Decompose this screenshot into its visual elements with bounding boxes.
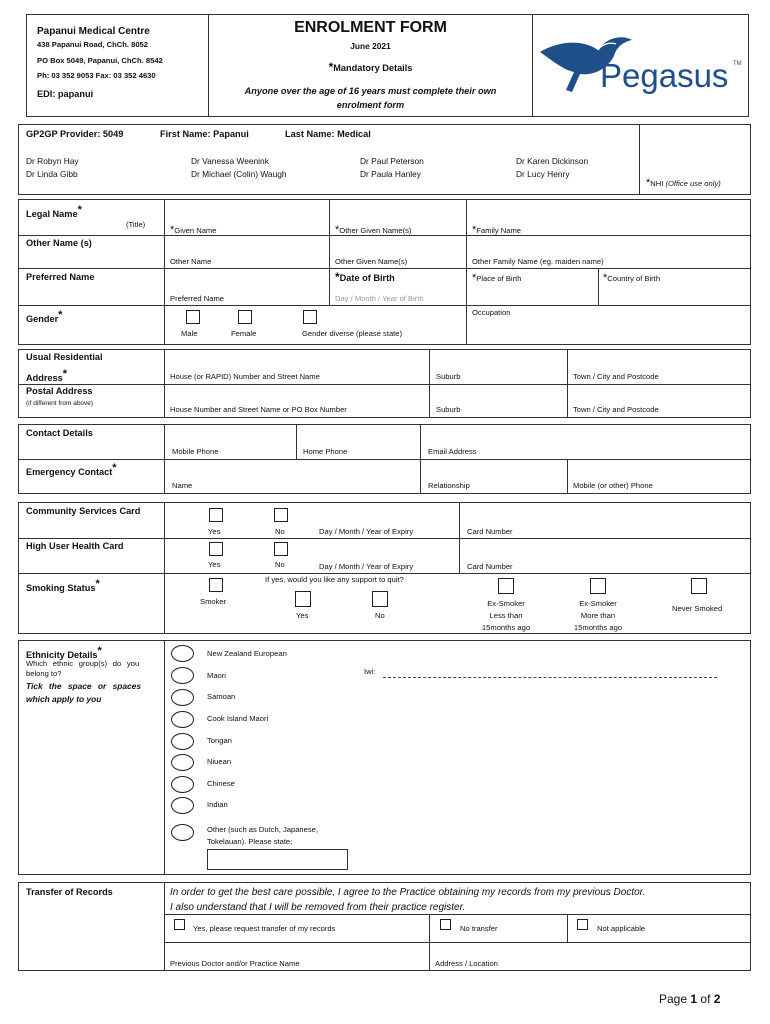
ec-name-label: Name: [172, 481, 193, 490]
given-name-label: *Given Name: [170, 224, 217, 236]
ec-mobile-label: Mobile (or other) Phone: [573, 481, 653, 490]
practice-phone: Ph: 03 352 9053 Fax: 03 352 4630: [37, 71, 156, 80]
occupation-label: Occupation: [472, 308, 511, 317]
mandatory-label: Mandatory Details: [333, 63, 413, 73]
quit-no-checkbox[interactable]: [372, 591, 388, 607]
doctor-name: Dr Lucy Henry: [516, 169, 570, 179]
huhc-no-label: No: [275, 560, 285, 569]
ethnicity-other-label-1: Other (such as Dutch, Japanese,: [207, 825, 319, 834]
ethnicity-option: Niuean: [207, 757, 232, 766]
postal-label: Postal Address: [26, 386, 93, 396]
logo-text: Pegasus: [600, 57, 729, 94]
previous-doctor-label: Previous Doctor and/or Practice Name: [170, 959, 300, 968]
csc-card-number-label: Card Number: [467, 527, 513, 536]
dob-label: *Date of Birth: [335, 270, 395, 284]
smoking-status-label: Smoking Status*: [26, 578, 100, 594]
form-date: June 2021: [350, 41, 391, 51]
smoker-checkbox[interactable]: [209, 578, 223, 592]
huhc-yes-checkbox[interactable]: [209, 542, 223, 556]
csc-yes-checkbox[interactable]: [209, 508, 223, 522]
doctor-name: Dr Paul Peterson: [360, 156, 424, 166]
transfer-na-label: Not applicable: [597, 924, 646, 933]
ex-smoker-less-checkbox[interactable]: [498, 578, 514, 594]
preferred-label: Preferred Name: [26, 272, 95, 282]
contact-details-label: Contact Details: [26, 428, 93, 438]
ethnicity-radio-niuean[interactable]: [171, 754, 194, 771]
smoker-label: Smoker: [200, 597, 227, 606]
usual-address-label-1: Usual Residential: [26, 352, 103, 362]
other-family-label: Other Family Name (eg. maiden name): [472, 257, 604, 266]
quit-yes-checkbox[interactable]: [295, 591, 311, 607]
family-name-label: *Family Name: [472, 224, 522, 236]
provider-last-name: Last Name: Medical: [285, 129, 371, 139]
preferred-name-label: Preferred Name: [170, 294, 225, 303]
ethnicity-radio-cook-island-maori[interactable]: [171, 711, 194, 728]
doctor-name: Dr Michael (Colin) Waugh: [191, 169, 287, 179]
gp2gp-provider: GP2GP Provider: 5049: [26, 129, 124, 139]
ethnicity-question-1: Which ethnic group(s) do you: [26, 659, 140, 668]
practice-edi: EDI: papanui: [37, 89, 94, 99]
star: *: [328, 60, 334, 74]
ex-smoker-more-checkbox[interactable]: [590, 578, 606, 594]
country-birth-label: *Country of Birth: [603, 272, 661, 284]
email-label: Email Address: [428, 447, 477, 456]
csc-expiry-label: Day / Month / Year of Expiry: [319, 527, 414, 536]
transfer-no-checkbox[interactable]: [440, 919, 451, 930]
other-given2-label: Other Given Name(s): [335, 257, 408, 266]
doctor-name: Dr Robyn Hay: [26, 156, 79, 166]
huhc-label: High User Health Card: [26, 541, 124, 551]
usual-address-label-2: Address*: [26, 368, 68, 384]
doctor-name: Dr Paula Hanley: [360, 169, 421, 179]
practice-address: 438 Papanui Road, ChCh. 8052: [37, 40, 148, 49]
huhc-yes-label: Yes: [208, 560, 221, 569]
page-number: Page 1 of 2: [659, 992, 721, 1006]
ethnicity-option: Cook Island Maori: [207, 714, 269, 723]
town-label: Town / City and Postcode: [573, 405, 659, 414]
ethnicity-radio-chinese[interactable]: [171, 776, 194, 793]
ethnicity-radio-indian[interactable]: [171, 797, 194, 814]
female-label: Female: [231, 329, 257, 338]
gender-diverse-checkbox[interactable]: [303, 310, 317, 324]
female-checkbox[interactable]: [238, 310, 252, 324]
doctor-name: Dr Linda Gibb: [26, 169, 78, 179]
transfer-yes-label: Yes, please request transfer of my records: [193, 924, 336, 933]
transfer-label: Transfer of Records: [26, 887, 113, 897]
ethnicity-box: [18, 640, 751, 875]
ex-smoker-less-label: Ex-Smoker Less than 15months ago: [481, 599, 531, 632]
other-name-label: Other Name: [170, 257, 212, 266]
other-given-label: *Other Given Name(s): [335, 224, 412, 236]
ethnicity-radio-tongan[interactable]: [171, 733, 194, 750]
quit-yes-label: Yes: [296, 611, 309, 620]
ex-smoker-more-label: Ex-Smoker More than 15months ago: [573, 599, 623, 632]
ethnicity-option: Maori: [207, 671, 226, 680]
ethnicity-option: New Zealand European: [207, 649, 287, 658]
gender-label: Gender*: [26, 309, 63, 325]
other-names-label: Other Name (s): [26, 238, 92, 248]
legal-name-label: Legal Name*: [26, 204, 82, 220]
csc-label: Community Services Card: [26, 506, 141, 516]
house-rapid-label: House (or RAPID) Number and Street Name: [170, 372, 320, 381]
home-phone-label: Home Phone: [303, 447, 348, 456]
transfer-text-1: In order to get the best care possible, I agree to the Practice obtaining my records from my previous Doctor.: [170, 887, 646, 898]
form-title: ENROLMENT FORM: [294, 19, 447, 36]
huhc-no-checkbox[interactable]: [274, 542, 288, 556]
csc-yes-label: Yes: [208, 527, 221, 536]
ethnicity-radio-samoan[interactable]: [171, 689, 194, 706]
suburb-label: Suburb: [436, 372, 461, 381]
place-birth-label: *Place of Birth: [472, 272, 522, 284]
mandatory-note: [208, 61, 533, 75]
town-label: Town / City and Postcode: [573, 372, 659, 381]
huhc-card-number-label: Card Number: [467, 562, 513, 571]
age-note-1: Anyone over the age of 16 years must complete their own: [244, 86, 497, 96]
ethnicity-question-2: belong to?: [26, 669, 62, 678]
ethnicity-other-input[interactable]: [207, 849, 348, 870]
logo-tm: TM: [733, 61, 742, 67]
male-checkbox[interactable]: [186, 310, 200, 324]
ec-relationship-label: Relationship: [428, 481, 470, 490]
ethnicity-option: Indian: [207, 800, 228, 809]
address-location-label: Address / Location: [435, 959, 498, 968]
ethnicity-option: Chinese: [207, 779, 235, 788]
doctor-name: Dr Karen Dickinson: [516, 156, 589, 166]
emergency-contact-label: Emergency Contact*: [26, 462, 117, 478]
diverse-label: Gender diverse (please state): [302, 329, 403, 338]
ethnicity-radio-maori[interactable]: [171, 667, 194, 684]
practice-name: Papanui Medical Centre: [37, 26, 150, 37]
iwi-label: Iwi:: [364, 667, 376, 676]
male-label: Male: [181, 329, 198, 338]
transfer-yes-checkbox[interactable]: [174, 919, 185, 930]
practice-pobox: PO Box 5049, Papanui, ChCh. 8542: [37, 56, 163, 65]
never-smoked-label: Never Smoked: [672, 604, 723, 613]
house-po-label: House Number and Street Name or PO Box Number: [170, 405, 347, 414]
iwi-input[interactable]: [383, 677, 717, 678]
ethnicity-option: Tongan: [207, 736, 232, 745]
title-label: (Title): [126, 220, 146, 229]
never-smoked-checkbox[interactable]: [691, 578, 707, 594]
nhi-label: *NHI (Office use only): [646, 177, 721, 189]
ethnicity-option: Samoan: [207, 692, 236, 701]
ethnicity-radio-nz-european[interactable]: [171, 645, 194, 662]
csc-no-checkbox[interactable]: [274, 508, 288, 522]
ethnicity-tick-1: Tick the space or spaces: [26, 681, 142, 691]
suburb-label: Suburb: [436, 405, 461, 414]
ethnicity-label: Ethnicity Details*: [26, 645, 102, 661]
age-note-2: enrolment form: [336, 100, 405, 110]
ethnicity-other-label-2: Tokelauan). Please state;: [207, 837, 293, 846]
huhc-expiry-label: Day / Month / Year of Expiry: [319, 562, 414, 571]
csc-no-label: No: [275, 527, 285, 536]
provider-first-name: First Name: Papanui: [160, 129, 249, 139]
postal-note: (if different from above): [26, 400, 94, 407]
doctor-name: Dr Vanessa Weenink: [191, 156, 269, 166]
transfer-text-2: I also understand that I will be removed from their practice register.: [170, 902, 466, 913]
transfer-na-checkbox[interactable]: [577, 919, 588, 930]
mobile-phone-label: Mobile Phone: [172, 447, 219, 456]
ethnicity-tick-2: which apply to you: [26, 694, 102, 704]
quit-no-label: No: [375, 611, 385, 620]
dob-hint: Day / Month / Year of Birth: [335, 294, 424, 303]
transfer-no-label: No transfer: [460, 924, 498, 933]
quit-support-question: If yes, would you like any support to quit?: [265, 575, 404, 584]
ethnicity-radio-other[interactable]: [171, 824, 194, 841]
